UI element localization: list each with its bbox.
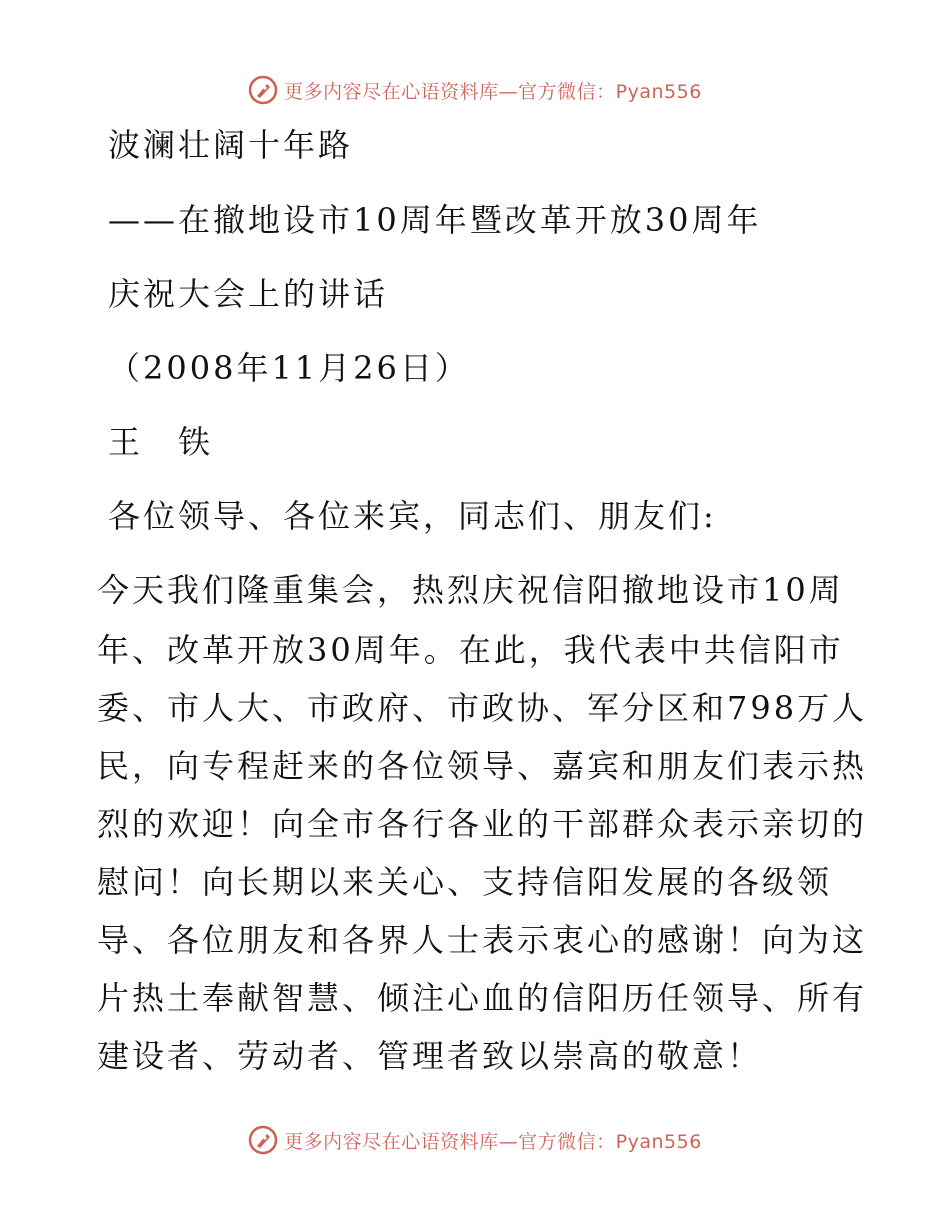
- document-subtitle-line-1: ——在撤地设市10周年暨改革开放30周年: [108, 201, 762, 239]
- watermark-text: 更多内容尽在心语资料库—官方微信：Pyan556: [284, 1130, 702, 1153]
- document-author: 王 铁: [108, 423, 214, 461]
- watermark-text: 更多内容尽在心语资料库—官方微信：Pyan556: [284, 80, 702, 103]
- document-subtitle-line-2: 庆祝大会上的讲话: [108, 275, 389, 313]
- salutation: 各位领导、各位来宾，同志们、朋友们:: [108, 497, 717, 535]
- paragraph-line: 导、各位朋友和各界人士表示衷心的感谢！向为这: [97, 921, 868, 959]
- bottom-watermark-banner: [0, 1120, 950, 1160]
- document-date: （2008年11月26日）: [108, 349, 470, 387]
- paragraph-line: 片热土奉献智慧、倾注心血的信阳历任领导、所有: [97, 979, 868, 1017]
- document-title: 波澜壮阔十年路: [108, 126, 354, 164]
- top-watermark-banner: [0, 70, 950, 110]
- paragraph-line: 年、改革开放30周年。在此，我代表中共信阳市: [97, 631, 844, 669]
- pen-nib-logo-icon: [248, 1125, 278, 1155]
- paragraph-line: 委、市人大、市政府、市政协、军分区和798万人: [97, 689, 868, 727]
- pen-nib-logo-icon: [248, 75, 278, 105]
- paragraph-line: 烈的欢迎！向全市各行各业的干部群众表示亲切的: [97, 805, 868, 843]
- paragraph-line: 建设者、劳动者、管理者致以崇高的敬意！: [97, 1037, 763, 1075]
- paragraph-line: 民，向专程赶来的各位领导、嘉宾和朋友们表示热: [97, 747, 868, 785]
- paragraph-line: 慰问！向长期以来关心、支持信阳发展的各级领: [97, 863, 833, 901]
- paragraph-line: 今天我们隆重集会，热烈庆祝信阳撤地设市10周: [97, 571, 844, 609]
